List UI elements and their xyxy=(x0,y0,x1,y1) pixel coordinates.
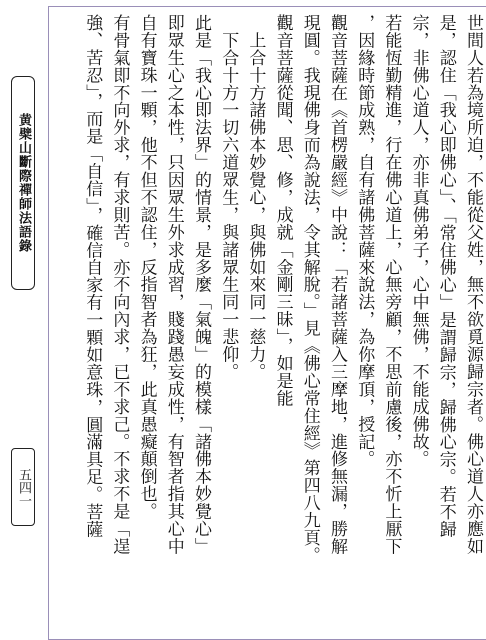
text-column: 若能恆勤精進，行在佛心道上，心無旁顧，不思前慮後，亦不忻上厭下 xyxy=(381,14,402,555)
text-column: 即眾生心之本性，只因眾生外求成習，賤踐愚妄成性，有智者指其心中 xyxy=(163,14,184,555)
page-border-left xyxy=(48,6,49,640)
text-column: 自有寶珠一顆，他不但不認住，反指智者為狂，此真愚癡顛倒也。 xyxy=(136,14,157,521)
book-title-label: 黄檗山斷際禪師法語錄 xyxy=(11,76,35,290)
text-column: 觀音菩薩在《首楞嚴經》中說：「若諸菩薩入三摩地，進修無漏，勝解 xyxy=(327,14,347,555)
text-column: 宗，非佛心道人，亦非真佛弟子，心中無佛，不能成佛故。 xyxy=(408,14,429,468)
text-column: 觀音菩薩從聞、思、修，成就「金剛三昧」，如是能 xyxy=(272,14,293,407)
text-column: 下合十方一切六道眾生，與諸眾生同一悲仰。 xyxy=(218,14,239,381)
text-column: 有骨氣即不向外求，有求則苦。亦不向內求，已不求己。不求不是「逞 xyxy=(109,14,130,555)
text-column: ，因緣時節成熟，自有諸佛菩薩來說法，為你摩頂，授記。 xyxy=(354,14,375,468)
page-border-top xyxy=(48,6,486,7)
text-column: 強、苦忍」，而是「自信」，確信自家有一顆如意珠，圓滿具足。菩薩 xyxy=(82,14,103,538)
text-column: 世間人若為境所迫，不能從父姓，無不欲覓源歸宗者。佛心道人亦應如 xyxy=(463,14,483,555)
text-column: 現圓。我現佛身而為說法，令其解脫。」見《佛心常住經》第四八九頁。 xyxy=(299,14,320,564)
text-column: 上合十方諸佛本妙覺心，與佛如來同一慈力。 xyxy=(245,14,266,381)
text-column: 是，認住「我心即佛心」、「常住佛心」是謂歸宗，歸佛心宗。若不歸 xyxy=(435,14,456,538)
page-number-label: 五四一 xyxy=(11,448,35,526)
text-column: 此是「我心即法界」的情景，是多麼「氣魄」的模樣「諸佛本妙覺心」 xyxy=(191,14,211,555)
